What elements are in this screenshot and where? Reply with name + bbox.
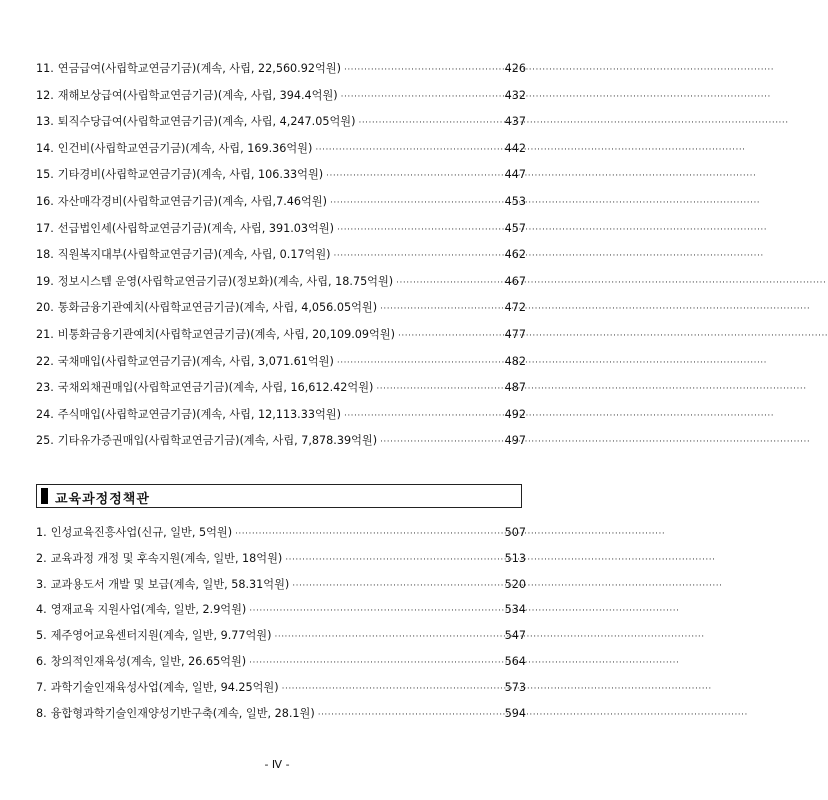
toc-entry (0, 273, 554, 300)
toc-entry (0, 379, 554, 406)
entry-number: 24. (36, 407, 54, 421)
entry-number: 4. (36, 603, 47, 617)
section-heading-box (36, 484, 522, 508)
entry-page: 534 (504, 603, 526, 617)
toc-entry (0, 705, 554, 731)
entry-title: 재해보상급여(사립학교연금기금)(계속, 사립, 394.4억원) (57, 88, 338, 102)
entry-title: 국채외채권매입(사립학교연금기금)(계속, 사립, 16,612.42억원) (57, 381, 374, 395)
entry-page: 447 (504, 168, 526, 182)
dot-leader (235, 529, 502, 539)
toc-entry (0, 550, 554, 576)
entry-title: 영재교육 지원사업(계속, 일반, 2.9억원) (50, 603, 247, 617)
dot-leader (337, 358, 502, 368)
entry-number: 12. (36, 88, 54, 102)
section-marker-bar (41, 488, 48, 504)
dot-leader (380, 304, 502, 314)
entry-page: 437 (504, 115, 526, 129)
toc-entry (0, 87, 554, 114)
entry-title: 통화금융기관예치(사립학교연금기금)(계속, 사립, 4,056.05억원) (57, 301, 378, 315)
entry-number: 11. (36, 62, 54, 75)
dot-leader (341, 92, 502, 102)
entry-page: 513 (504, 551, 526, 565)
entry-number: 14. (36, 141, 54, 155)
toc-entry (0, 140, 554, 167)
entry-title: 기타유가증권매입(사립학교연금기금)(계속, 사립, 7,878.39억원) (57, 434, 378, 448)
toc-entry (0, 246, 554, 273)
dot-leader (380, 437, 502, 447)
toc-entry (0, 432, 554, 459)
entry-number: 3. (36, 577, 47, 591)
dot-leader (337, 225, 502, 235)
entry-title: 자산매각경비(사립학교연금기금)(계속, 사립,7.46억원) (57, 194, 327, 208)
dot-leader (274, 632, 501, 642)
entry-page: 467 (504, 274, 526, 288)
entry-page: 457 (504, 221, 526, 235)
entry-number: 19. (36, 274, 54, 288)
toc-entry (0, 166, 554, 193)
toc-entry (0, 627, 554, 653)
entry-number: 7. (36, 680, 47, 694)
toc-entry (0, 113, 554, 140)
dot-leader (344, 65, 502, 75)
entry-page: 547 (504, 629, 526, 643)
toc-entry (0, 576, 554, 602)
dot-leader (249, 658, 501, 668)
toc-entry (0, 353, 554, 380)
toc-entry (0, 193, 554, 220)
entry-title: 퇴직수당급여(사립학교연금기금)(계속, 사립, 4,247.05억원) (57, 115, 356, 129)
entry-title: 융합형과학기술인재양성기반구축(계속, 일반, 28.1원) (50, 706, 315, 720)
dot-leader (285, 555, 501, 565)
toc-entry (0, 406, 554, 433)
entry-title: 제주영어교육센터지원(계속, 일반, 9.77억원) (50, 629, 272, 643)
entry-page: 487 (504, 381, 526, 395)
section-heading: 교육과정정책관 (55, 492, 150, 507)
entry-number: 1. (36, 526, 47, 539)
entry-number: 13. (36, 115, 54, 129)
entry-page: 520 (504, 577, 526, 591)
toc-list-section2 (0, 524, 554, 730)
entry-page: 492 (504, 407, 526, 421)
entry-number: 23. (36, 381, 54, 395)
dot-leader (396, 278, 501, 288)
entry-number: 18. (36, 248, 54, 262)
entry-title: 교과용도서 개발 및 보급(계속, 일반, 58.31억원) (50, 577, 290, 591)
entry-number: 17. (36, 221, 54, 235)
toc-entry (0, 220, 554, 247)
toc-entry (0, 60, 554, 87)
entry-page: 462 (504, 248, 526, 262)
entry-title: 국채매입(사립학교연금기금)(계속, 사립, 3,071.61억원) (57, 354, 334, 368)
toc-entry (0, 653, 554, 679)
entry-title: 교육과정 개정 및 후속지원(계속, 일반, 18억원) (50, 551, 283, 565)
entry-page: 507 (504, 526, 526, 539)
entry-title: 정보시스템 운영(사립학교연금기금)(정보화)(계속, 사립, 18.75억원) (57, 274, 394, 288)
entry-page: 482 (504, 354, 526, 368)
entry-title: 비통화금융기관예치(사립학교연금기금)(계속, 사립, 20,109.09억원) (57, 327, 395, 341)
toc-entry (0, 326, 554, 353)
toc-list-section1 (0, 60, 554, 459)
dot-leader (318, 710, 502, 720)
dot-leader (326, 171, 501, 181)
entry-number: 6. (36, 654, 47, 668)
entry-number: 2. (36, 551, 47, 565)
toc-entry (0, 299, 554, 326)
entry-number: 22. (36, 354, 54, 368)
entry-title: 과학기술인재육성사업(계속, 일반, 94.25억원) (50, 680, 279, 694)
entry-title: 직원복지대부(사립학교연금기금)(계속, 사립, 0.17억원) (57, 248, 331, 262)
entry-page: 426 (504, 62, 526, 75)
entry-page: 453 (504, 194, 526, 208)
entry-page: 594 (504, 706, 526, 720)
toc-entry (0, 601, 554, 627)
dot-leader (330, 198, 502, 208)
entry-page: 432 (504, 88, 526, 102)
entry-number: 15. (36, 168, 54, 182)
dot-leader (282, 684, 502, 694)
dot-leader (376, 384, 501, 394)
entry-page: 573 (504, 680, 526, 694)
entry-title: 창의적인재육성(계속, 일반, 26.65억원) (50, 654, 247, 668)
entry-number: 16. (36, 194, 54, 208)
dot-leader (334, 251, 502, 261)
dot-leader (398, 331, 502, 341)
entry-page: 497 (504, 434, 526, 448)
toc-entry (0, 679, 554, 705)
entry-title: 주식매입(사립학교연금기금)(계속, 사립, 12,113.33억원) (57, 407, 341, 421)
entry-page: 442 (504, 141, 526, 155)
entry-title: 기타경비(사립학교연금기금)(계속, 사립, 106.33억원) (57, 168, 324, 182)
entry-number: 20. (36, 301, 54, 315)
entry-title: 인성교육진흥사업(신규, 일반, 5억원) (50, 526, 233, 539)
toc-entry (0, 524, 554, 550)
dot-leader (358, 118, 501, 128)
entry-number: 21. (36, 327, 54, 341)
dot-leader (249, 606, 501, 616)
entry-number: 25. (36, 434, 54, 448)
entry-number: 8. (36, 706, 47, 720)
dot-leader (315, 145, 501, 155)
entry-page: 477 (504, 327, 526, 341)
page-footer-number: - Ⅳ - (264, 758, 290, 771)
entry-page: 472 (504, 301, 526, 315)
entry-title: 연금급여(사립학교연금기금)(계속, 사립, 22,560.92억원) (57, 62, 341, 75)
entry-title: 선급법인세(사립학교연금기금)(계속, 사립, 391.03억원) (57, 221, 334, 235)
entry-page: 564 (504, 654, 526, 668)
entry-number: 5. (36, 629, 47, 643)
dot-leader (292, 581, 501, 591)
entry-title: 인건비(사립학교연금기금)(계속, 사립, 169.36억원) (57, 141, 313, 155)
dot-leader (344, 411, 502, 421)
